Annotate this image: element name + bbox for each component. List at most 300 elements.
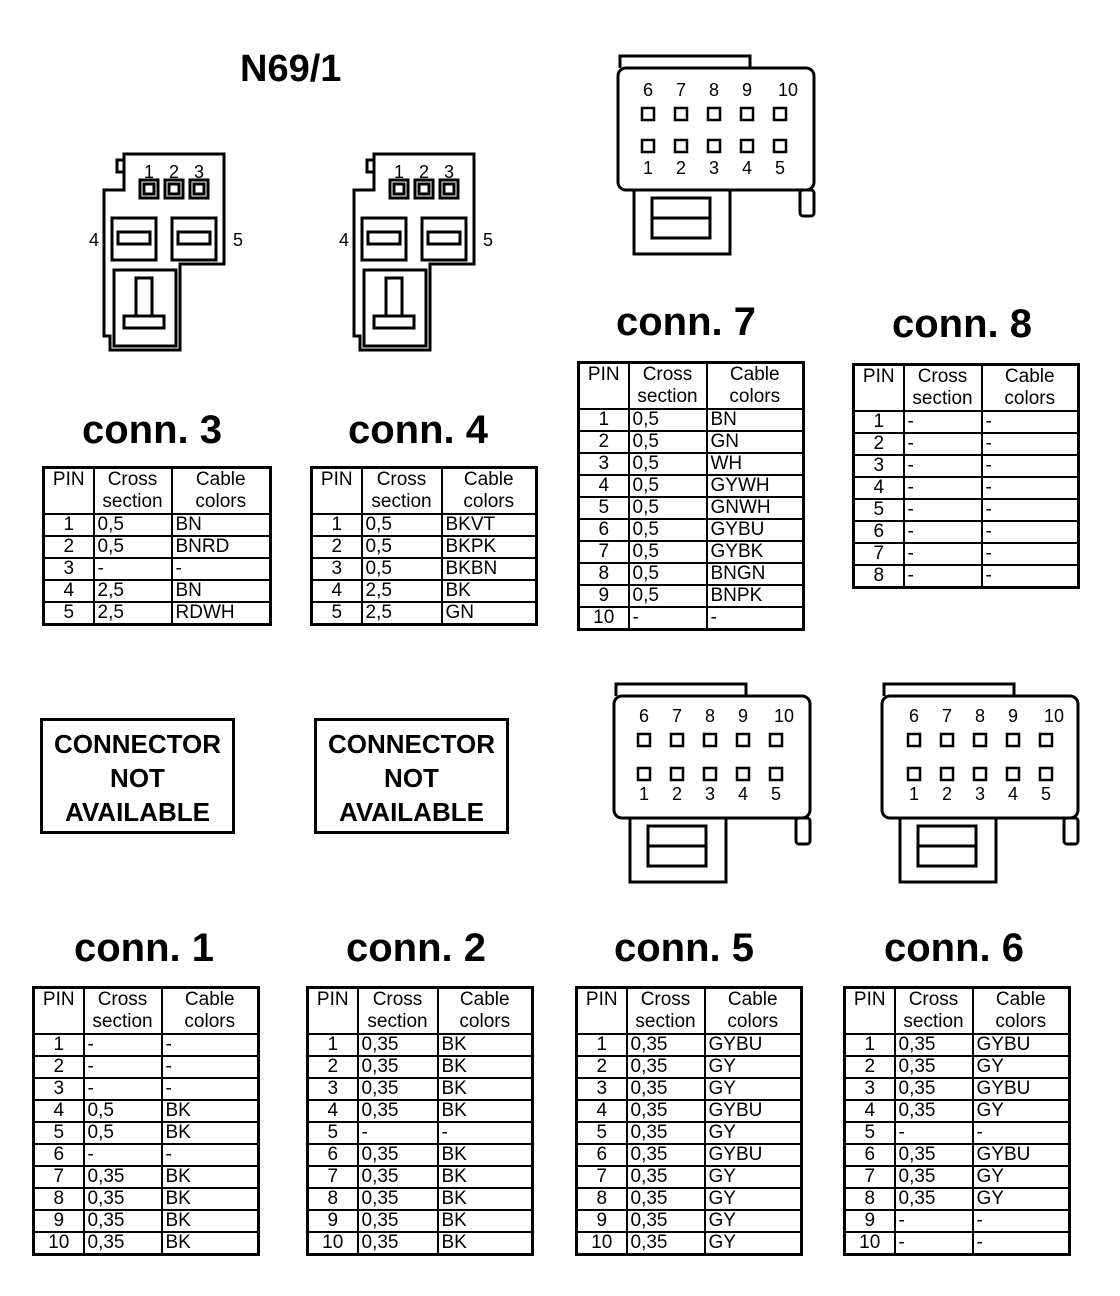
table-row	[308, 1100, 533, 1122]
pin-number: 6	[577, 1144, 627, 1166]
cable-color-value: GY	[705, 1210, 802, 1232]
pin-number: 7	[308, 1166, 358, 1188]
table-row	[845, 1078, 1070, 1100]
pin-number: 2	[577, 1056, 627, 1078]
pin-number: 6	[579, 519, 629, 541]
table-row	[845, 1232, 1070, 1255]
table-row	[308, 1078, 533, 1100]
pin-number: 2	[308, 1056, 358, 1078]
header-cross-section: Cross section	[94, 468, 172, 515]
cable-color-value: BN	[707, 409, 804, 431]
cross-section-value: -	[904, 499, 982, 521]
pin-number: 8	[854, 565, 904, 588]
pin-number: 5	[312, 602, 362, 625]
table-row	[854, 521, 1079, 543]
pin-label: 1	[908, 784, 920, 804]
table-row	[308, 1122, 533, 1144]
header-pin: PIN	[845, 988, 895, 1035]
cross-section-value: -	[895, 1210, 973, 1232]
cable-color-value: GYBU	[707, 519, 804, 541]
conn1-title: conn. 1	[73, 926, 215, 970]
cross-section-value: -	[904, 411, 982, 433]
pin-label: 1	[642, 158, 654, 178]
cable-color-value: BNGN	[707, 563, 804, 585]
cable-color-value: -	[982, 499, 1079, 521]
table-row	[845, 1034, 1070, 1056]
pin-number: 10	[34, 1232, 84, 1255]
table-row	[34, 1188, 259, 1210]
table-row	[577, 1232, 802, 1255]
pin-number: 2	[44, 536, 94, 558]
table-row	[308, 1188, 533, 1210]
pin-number: 8	[577, 1188, 627, 1210]
table-row	[312, 514, 537, 536]
cable-color-value: GY	[705, 1232, 802, 1255]
cross-section-value: 0,5	[629, 541, 707, 563]
cross-section-value: -	[358, 1122, 438, 1144]
cable-color-value: -	[973, 1232, 1070, 1255]
table-row	[577, 1144, 802, 1166]
pin-number: 4	[577, 1100, 627, 1122]
table-row	[845, 1166, 1070, 1188]
cross-section-value: -	[84, 1056, 162, 1078]
pin-table-conn7	[577, 361, 805, 631]
pin-number: 7	[854, 543, 904, 565]
conn3-title: conn. 3	[81, 408, 223, 452]
cross-section-value: 0,5	[94, 514, 172, 536]
cross-section-value: 0,35	[895, 1144, 973, 1166]
cable-color-value: BK	[438, 1034, 533, 1056]
pin-label: 1	[638, 784, 650, 804]
pin-label: 8	[974, 706, 986, 726]
table-row	[845, 1188, 1070, 1210]
table-row	[854, 477, 1079, 499]
table-row	[854, 411, 1079, 433]
cable-color-value: BK	[438, 1232, 533, 1255]
pin-label: 10	[773, 706, 795, 726]
cable-color-value: GY	[705, 1122, 802, 1144]
pin-label: 4	[1007, 784, 1019, 804]
cable-color-value: BKPK	[442, 536, 537, 558]
table-row	[845, 1100, 1070, 1122]
pin-number: 7	[34, 1166, 84, 1188]
pin-number: 2	[312, 536, 362, 558]
table-row	[577, 1056, 802, 1078]
cross-section-value: 0,35	[627, 1122, 705, 1144]
pin-number: 1	[577, 1034, 627, 1056]
header-pin: PIN	[308, 988, 358, 1035]
table-row	[44, 602, 271, 625]
cable-color-value: -	[973, 1210, 1070, 1232]
cable-color-value: -	[982, 543, 1079, 565]
pin-label: 6	[908, 706, 920, 726]
table-row	[34, 1034, 259, 1056]
header-cross-section: Cross section	[362, 468, 442, 515]
pin-number: 2	[845, 1056, 895, 1078]
notice-line: NOT	[384, 763, 439, 793]
connector-drawing-conn7	[610, 48, 820, 258]
cross-section-value: 0,35	[895, 1056, 973, 1078]
cross-section-value: 0,5	[629, 519, 707, 541]
pin-number: 2	[854, 433, 904, 455]
header-cable-colors: Cable colors	[707, 363, 804, 410]
pin-label: 3	[708, 158, 720, 178]
cross-section-value: -	[895, 1232, 973, 1255]
pin-number: 9	[845, 1210, 895, 1232]
header-cross-section: Cross section	[627, 988, 705, 1035]
pin-label: 5	[1040, 784, 1052, 804]
cable-color-value: WH	[707, 453, 804, 475]
pin-label: 9	[741, 80, 753, 100]
connector-drawing-conn3	[80, 150, 250, 360]
pin-number: 1	[312, 514, 362, 536]
table-row	[34, 1210, 259, 1232]
pin-number: 3	[845, 1078, 895, 1100]
pin-label: 6	[638, 706, 650, 726]
pin-number: 10	[579, 607, 629, 630]
cross-section-value: 0,35	[358, 1056, 438, 1078]
cable-color-value: BK	[162, 1166, 259, 1188]
pin-number: 3	[308, 1078, 358, 1100]
header-cable-colors: Cable colors	[973, 988, 1070, 1035]
pin-number: 10	[845, 1232, 895, 1255]
pin-label: 1	[143, 162, 155, 182]
cross-section-value: 0,35	[84, 1166, 162, 1188]
table-row	[308, 1144, 533, 1166]
cross-section-value: -	[904, 543, 982, 565]
notice-line: AVAILABLE	[339, 797, 484, 827]
table-row	[312, 602, 537, 625]
cross-section-value: 0,35	[84, 1188, 162, 1210]
cross-section-value: 0,35	[358, 1034, 438, 1056]
cable-color-value: GY	[705, 1056, 802, 1078]
connector-drawing-conn4	[330, 150, 500, 360]
table-row	[312, 580, 537, 602]
table-row	[308, 1232, 533, 1255]
table-row	[579, 563, 804, 585]
conn2-title: conn. 2	[345, 926, 487, 970]
cable-color-value: BKVT	[442, 514, 537, 536]
cross-section-value: 0,5	[94, 536, 172, 558]
pin-number: 4	[579, 475, 629, 497]
pin-number: 2	[34, 1056, 84, 1078]
cable-color-value: -	[982, 411, 1079, 433]
conn6-title: conn. 6	[883, 926, 1025, 970]
cross-section-value: 0,35	[627, 1144, 705, 1166]
pin-number: 1	[845, 1034, 895, 1056]
cross-section-value: 0,35	[84, 1232, 162, 1255]
notice-line: CONNECTOR	[53, 729, 222, 759]
conn4-title: conn. 4	[347, 408, 489, 452]
table-row	[845, 1122, 1070, 1144]
notice-line: AVAILABLE	[65, 797, 210, 827]
pin-number: 1	[44, 514, 94, 536]
pin-label: 7	[671, 706, 683, 726]
cable-color-value: GNWH	[707, 497, 804, 519]
cross-section-value: 0,35	[627, 1210, 705, 1232]
header-cross-section: Cross section	[84, 988, 162, 1035]
cross-section-value: 0,5	[629, 409, 707, 431]
pin-label: 5	[770, 784, 782, 804]
pin-label: 9	[1007, 706, 1019, 726]
cross-section-value: -	[904, 565, 982, 588]
header-pin: PIN	[312, 468, 362, 515]
cable-color-value: GY	[973, 1166, 1070, 1188]
table-row	[577, 1188, 802, 1210]
conn8-title: conn. 8	[891, 302, 1033, 346]
connector-drawing-conn5	[606, 676, 816, 886]
cable-color-value: GYBU	[705, 1100, 802, 1122]
cross-section-value: 0,5	[362, 558, 442, 580]
pin-number: 9	[577, 1210, 627, 1232]
header-cross-section: Cross section	[895, 988, 973, 1035]
table-row	[579, 431, 804, 453]
cable-color-value: BK	[438, 1210, 533, 1232]
cross-section-value: 2,5	[94, 580, 172, 602]
pin-number: 3	[577, 1078, 627, 1100]
pin-number: 6	[854, 521, 904, 543]
cross-section-value: 0,35	[627, 1078, 705, 1100]
cable-color-value: BK	[162, 1122, 259, 1144]
pin-number: 3	[312, 558, 362, 580]
cable-color-value: BK	[438, 1100, 533, 1122]
pin-number: 4	[308, 1100, 358, 1122]
table-row	[579, 541, 804, 563]
cross-section-value: -	[84, 1144, 162, 1166]
pin-label: 1	[393, 162, 405, 182]
pin-label: 10	[777, 80, 799, 100]
cross-section-value: 0,35	[358, 1078, 438, 1100]
cable-color-value: GYBU	[973, 1078, 1070, 1100]
cross-section-value: 0,35	[627, 1034, 705, 1056]
cable-color-value: GYBU	[973, 1034, 1070, 1056]
cross-section-value: 0,35	[895, 1034, 973, 1056]
pin-label: 2	[671, 784, 683, 804]
cross-section-value: 0,35	[358, 1100, 438, 1122]
pin-number: 3	[44, 558, 94, 580]
cable-color-value: BK	[438, 1188, 533, 1210]
cable-color-value: GYBU	[973, 1144, 1070, 1166]
cable-color-value: BN	[172, 514, 271, 536]
cable-color-value: GYBU	[705, 1034, 802, 1056]
cross-section-value: 2,5	[362, 580, 442, 602]
cross-section-value: -	[904, 477, 982, 499]
table-row	[854, 455, 1079, 477]
header-cross-section: Cross section	[358, 988, 438, 1035]
table-row	[579, 453, 804, 475]
header-cross-section: Cross section	[629, 363, 707, 410]
pin-label: 10	[1043, 706, 1065, 726]
table-row	[845, 1210, 1070, 1232]
table-row	[579, 497, 804, 519]
pin-number: 3	[34, 1078, 84, 1100]
pin-number: 8	[579, 563, 629, 585]
header-cable-colors: Cable colors	[172, 468, 271, 515]
pin-number: 3	[579, 453, 629, 475]
pin-label: 7	[941, 706, 953, 726]
cable-color-value: BK	[438, 1144, 533, 1166]
pin-label: 5	[774, 158, 786, 178]
cable-color-value: -	[982, 565, 1079, 588]
table-row	[577, 1122, 802, 1144]
pin-number: 9	[579, 585, 629, 607]
cable-color-value: GN	[442, 602, 537, 625]
table-row	[854, 543, 1079, 565]
pin-label: 4	[88, 230, 100, 250]
pin-number: 5	[854, 499, 904, 521]
cross-section-value: 0,5	[362, 536, 442, 558]
pin-table-conn6	[843, 986, 1071, 1256]
header-pin: PIN	[577, 988, 627, 1035]
table-row	[308, 1034, 533, 1056]
cable-color-value: GYWH	[707, 475, 804, 497]
cable-color-value: GY	[705, 1188, 802, 1210]
pin-table-conn5	[575, 986, 803, 1256]
pin-label: 7	[675, 80, 687, 100]
table-row	[34, 1078, 259, 1100]
cable-color-value: BK	[162, 1100, 259, 1122]
cross-section-value: 0,35	[358, 1210, 438, 1232]
pin-number: 6	[308, 1144, 358, 1166]
cable-color-value: BK	[162, 1188, 259, 1210]
table-row	[577, 1166, 802, 1188]
pin-number: 10	[308, 1232, 358, 1255]
pin-number: 9	[308, 1210, 358, 1232]
cable-color-value: -	[973, 1122, 1070, 1144]
table-row	[308, 1210, 533, 1232]
pin-label: 3	[704, 784, 716, 804]
cable-color-value: GY	[973, 1056, 1070, 1078]
connector-drawing-conn6	[874, 676, 1088, 886]
cross-section-value: 0,35	[895, 1166, 973, 1188]
pin-table-conn4	[310, 466, 538, 626]
cross-section-value: 0,35	[895, 1100, 973, 1122]
table-row	[854, 433, 1079, 455]
table-row	[579, 585, 804, 607]
cable-color-value: -	[982, 455, 1079, 477]
pin-number: 3	[854, 455, 904, 477]
pin-label: 2	[941, 784, 953, 804]
pin-number: 6	[845, 1144, 895, 1166]
header-pin: PIN	[34, 988, 84, 1035]
pin-number: 9	[34, 1210, 84, 1232]
pin-number: 1	[854, 411, 904, 433]
cable-color-value: BKBN	[442, 558, 537, 580]
cross-section-value: -	[629, 607, 707, 630]
table-row	[44, 536, 271, 558]
pin-label: 5	[232, 230, 244, 250]
conn7-title: conn. 7	[615, 300, 757, 344]
cross-section-value: -	[94, 558, 172, 580]
pin-label: 4	[338, 230, 350, 250]
table-row	[845, 1144, 1070, 1166]
pin-label: 8	[704, 706, 716, 726]
pin-number: 4	[845, 1100, 895, 1122]
connector-not-available-box	[40, 718, 235, 834]
cable-color-value: GYBU	[705, 1144, 802, 1166]
cross-section-value: 0,5	[84, 1100, 162, 1122]
cross-section-value: 0,35	[358, 1232, 438, 1255]
cross-section-value: 0,35	[627, 1100, 705, 1122]
table-row	[854, 499, 1079, 521]
pin-label: 9	[737, 706, 749, 726]
notice-line: NOT	[110, 763, 165, 793]
table-row	[34, 1100, 259, 1122]
pin-number: 5	[34, 1122, 84, 1144]
cable-color-value: BN	[172, 580, 271, 602]
table-row	[44, 558, 271, 580]
cable-color-value: -	[162, 1056, 259, 1078]
pin-label: 6	[642, 80, 654, 100]
table-row	[34, 1166, 259, 1188]
cross-section-value: 0,5	[629, 563, 707, 585]
cross-section-value: 0,35	[627, 1188, 705, 1210]
pin-label: 3	[193, 162, 205, 182]
table-row	[34, 1122, 259, 1144]
cable-color-value: GN	[707, 431, 804, 453]
pin-number: 5	[308, 1122, 358, 1144]
cross-section-value: 0,5	[629, 431, 707, 453]
cross-section-value: -	[904, 521, 982, 543]
cable-color-value: -	[162, 1078, 259, 1100]
table-row	[579, 475, 804, 497]
header-pin: PIN	[579, 363, 629, 410]
pin-label: 2	[418, 162, 430, 182]
cable-color-value: GY	[705, 1166, 802, 1188]
cable-color-value: RDWH	[172, 602, 271, 625]
cable-color-value: BK	[438, 1078, 533, 1100]
cross-section-value: 0,5	[629, 475, 707, 497]
cable-color-value: GY	[973, 1188, 1070, 1210]
cross-section-value: 0,35	[895, 1188, 973, 1210]
cross-section-value: 0,35	[895, 1078, 973, 1100]
table-row	[577, 1100, 802, 1122]
cable-color-value: GY	[973, 1100, 1070, 1122]
pin-number: 8	[845, 1188, 895, 1210]
table-row	[34, 1144, 259, 1166]
cross-section-value: 0,35	[358, 1166, 438, 1188]
pin-table-conn8	[852, 363, 1080, 589]
pin-number: 5	[577, 1122, 627, 1144]
pin-label: 3	[974, 784, 986, 804]
pin-number: 4	[854, 477, 904, 499]
pin-number: 7	[579, 541, 629, 563]
cable-color-value: -	[162, 1144, 259, 1166]
table-row	[34, 1232, 259, 1255]
cable-color-value: -	[162, 1034, 259, 1056]
cross-section-value: -	[84, 1078, 162, 1100]
header-pin: PIN	[854, 365, 904, 412]
table-row	[577, 1210, 802, 1232]
header-cable-colors: Cable colors	[438, 988, 533, 1035]
pin-number: 2	[579, 431, 629, 453]
cable-color-value: GYBK	[707, 541, 804, 563]
pin-number: 1	[34, 1034, 84, 1056]
cross-section-value: 0,35	[84, 1210, 162, 1232]
pin-number: 5	[44, 602, 94, 625]
pin-label: 2	[168, 162, 180, 182]
pin-label: 5	[482, 230, 494, 250]
cross-section-value: 2,5	[362, 602, 442, 625]
cable-color-value: GY	[705, 1078, 802, 1100]
cross-section-value: 0,35	[358, 1144, 438, 1166]
pin-number: 1	[308, 1034, 358, 1056]
table-row	[34, 1056, 259, 1078]
pin-label: 2	[675, 158, 687, 178]
pin-number: 7	[845, 1166, 895, 1188]
header-cable-colors: Cable colors	[162, 988, 259, 1035]
pin-number: 8	[34, 1188, 84, 1210]
